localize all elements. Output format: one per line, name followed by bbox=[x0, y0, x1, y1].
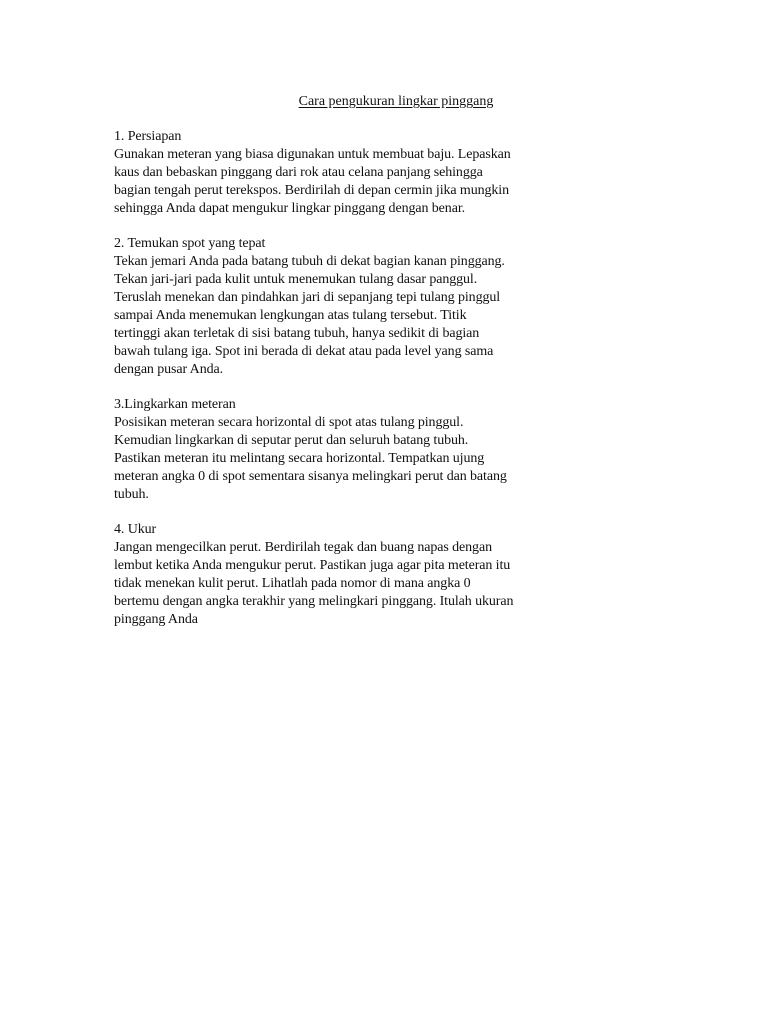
section-temukan-spot bbox=[114, 235, 554, 379]
paragraph-line: bertemu dengan angka terakhir yang melingkari pinggang. Itulah ukuran bbox=[114, 594, 514, 609]
paragraph-line: bagian tengah perut terekspos. Berdirilah di depan cermin jika mungkin bbox=[114, 183, 509, 198]
section-lingkarkan-meteran bbox=[114, 396, 554, 504]
section-heading: 1. Persiapan bbox=[114, 129, 182, 144]
paragraph-line: Tekan jemari Anda pada batang tubuh di dekat bagian kanan pinggang. bbox=[114, 254, 505, 269]
paragraph-line: Posisikan meteran secara horizontal di spot atas tulang pinggul. bbox=[114, 415, 464, 430]
paragraph-line: Teruslah menekan dan pindahkan jari di sepanjang tepi tulang pinggul bbox=[114, 290, 501, 305]
document-title: Cara pengukuran lingkar pinggang bbox=[298, 94, 494, 109]
paragraph-line: Jangan mengecilkan perut. Berdirilah tegak dan buang napas dengan bbox=[114, 540, 492, 555]
paragraph-line: meteran angka 0 di spot sementara sisanya melingkari perut dan batang bbox=[114, 469, 507, 484]
document-body bbox=[114, 128, 554, 646]
section-persiapan bbox=[114, 128, 554, 218]
paragraph-line: dengan pusar Anda. bbox=[114, 362, 224, 377]
paragraph-line: tubuh. bbox=[114, 487, 149, 502]
paragraph-line: Kemudian lingkarkan di seputar perut dan seluruh batang tubuh. bbox=[114, 433, 469, 448]
paragraph-line: Pastikan meteran itu melintang secara horizontal. Tempatkan ujung bbox=[114, 451, 485, 466]
paragraph-line: pinggang Anda bbox=[114, 612, 198, 627]
section-heading: 4. Ukur bbox=[114, 522, 157, 537]
paragraph-line: tertinggi akan terletak di sisi batang tubuh, hanya sedikit di bagian bbox=[114, 326, 480, 341]
section-heading: 2. Temukan spot yang tepat bbox=[114, 236, 266, 251]
paragraph-line: tidak menekan kulit perut. Lihatlah pada nomor di mana angka 0 bbox=[114, 576, 471, 591]
paragraph-line: sehingga Anda dapat mengukur lingkar pinggang dengan benar. bbox=[114, 201, 466, 216]
paragraph-line: kaus dan bebaskan pinggang dari rok atau celana panjang sehingga bbox=[114, 165, 483, 180]
paragraph-line: Tekan jari-jari pada kulit untuk menemukan tulang dasar panggul. bbox=[114, 272, 478, 287]
paragraph-line: Gunakan meteran yang biasa digunakan untuk membuat baju. Lepaskan bbox=[114, 147, 511, 162]
paragraph-line: bawah tulang iga. Spot ini berada di dekat atau pada level yang sama bbox=[114, 344, 494, 359]
section-ukur bbox=[114, 521, 554, 629]
paragraph-line: sampai Anda menemukan lengkungan atas tulang tersebut. Titik bbox=[114, 308, 467, 323]
paragraph-line: lembut ketika Anda mengukur perut. Pastikan juga agar pita meteran itu bbox=[114, 558, 511, 573]
section-heading: 3.Lingkarkan meteran bbox=[114, 397, 236, 412]
